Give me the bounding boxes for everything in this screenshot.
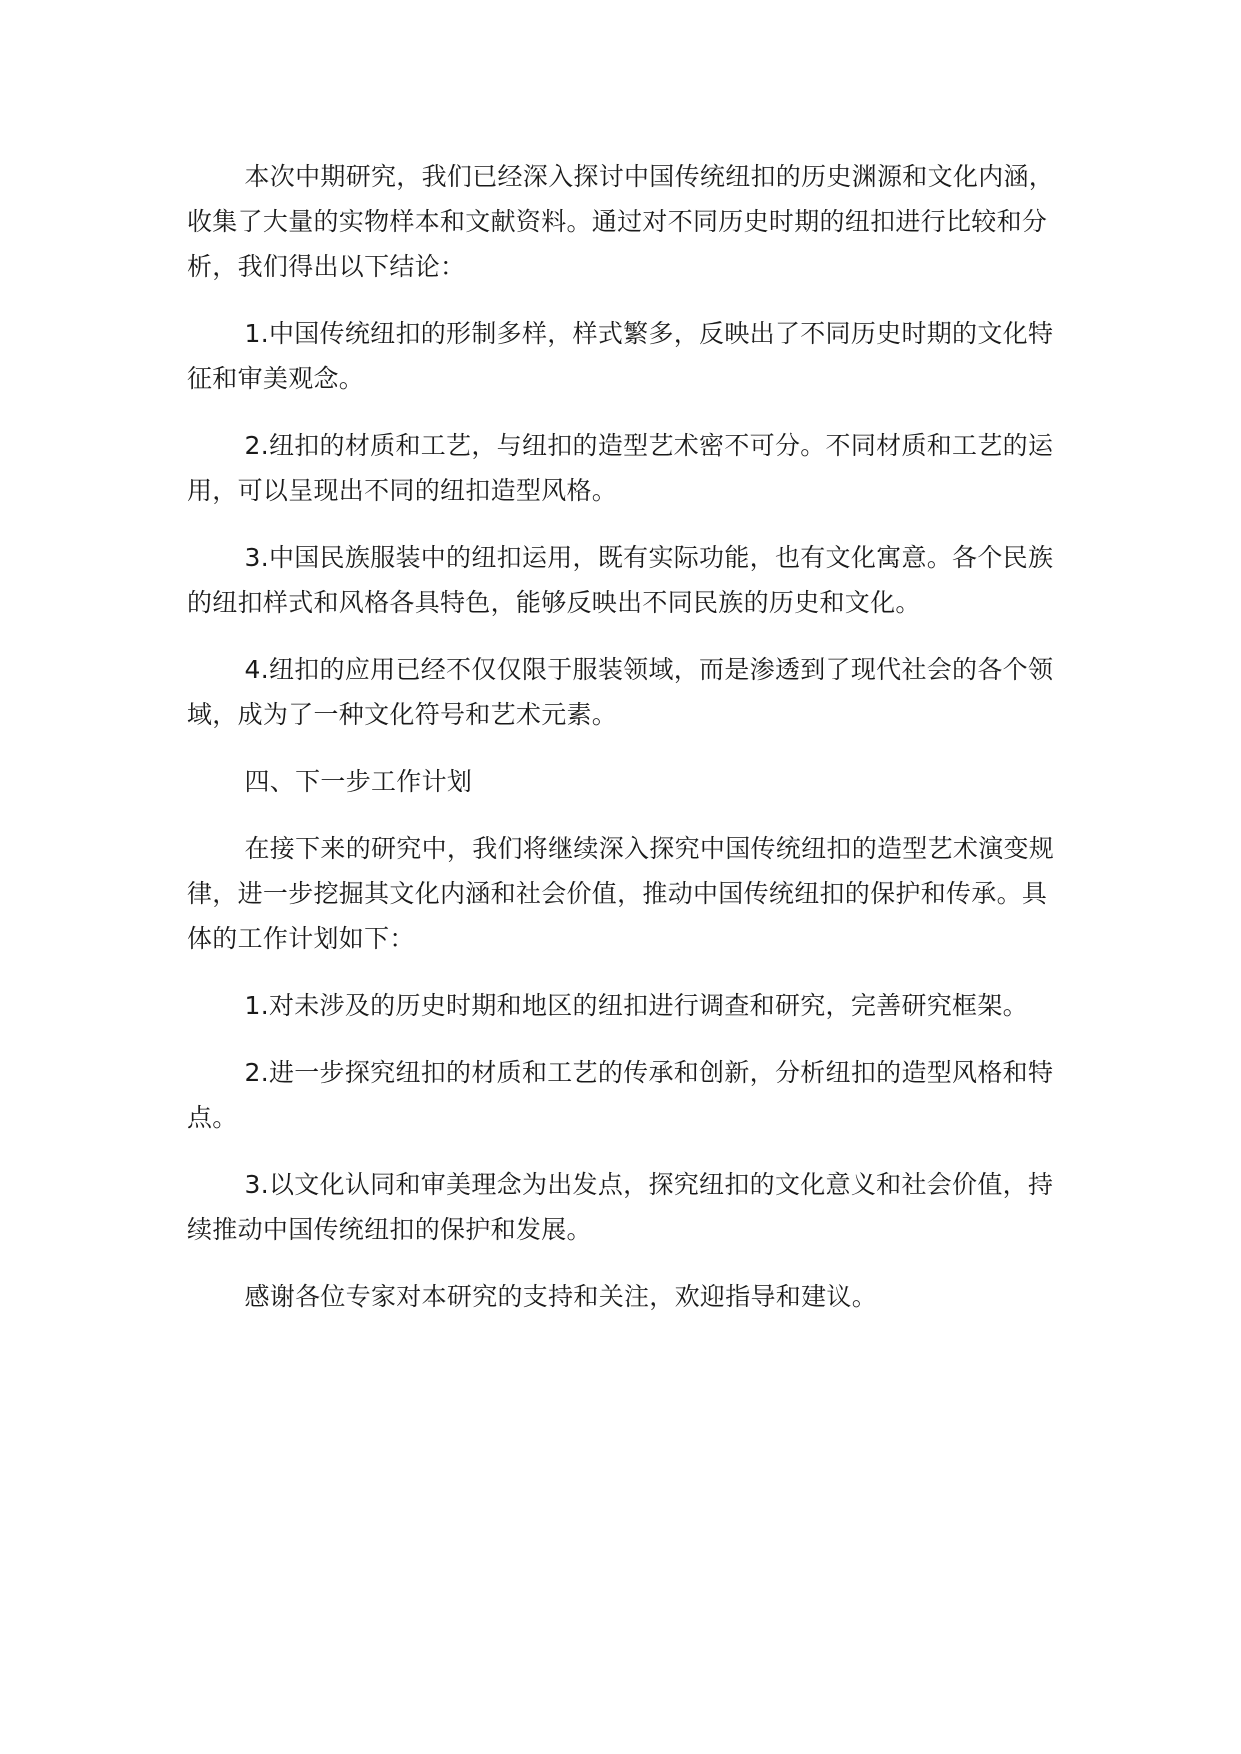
paragraph-conclusion-1: 1.中国传统纽扣的形制多样，样式繁多，反映出了不同历史时期的文化特征和审美观念。 [187, 319, 1054, 393]
paragraph-plan-intro: 在接下来的研究中，我们将继续深入探究中国传统纽扣的造型艺术演变规律，进一步挖掘其文化内涵和社会价值，推动中国传统纽扣的保护和传承。具体的工作计划如下： [187, 834, 1055, 953]
paragraph-conclusion-2: 2.纽扣的材质和工艺，与纽扣的造型艺术密不可分。不同材质和工艺的运用，可以呈现出不同的纽扣造型风格。 [187, 431, 1054, 505]
paragraph-plan-2: 2.进一步探究纽扣的材质和工艺的传承和创新，分析纽扣的造型风格和特点。 [187, 1058, 1054, 1132]
document-body [187, 154, 1070, 1341]
section-heading-next-steps: 四、下一步工作计划 [244, 767, 473, 796]
paragraph-conclusion-4: 4.纽扣的应用已经不仅仅限于服装领域，而是渗透到了现代社会的各个领域，成为了一种文化符号和艺术元素。 [187, 655, 1054, 729]
paragraph-thanks: 感谢各位专家对本研究的支持和关注，欢迎指导和建议。 [244, 1282, 878, 1311]
paragraph-intro: 本次中期研究，我们已经深入探讨中国传统纽扣的历史渊源和文化内涵，收集了大量的实物样本和文献资料。通过对不同历史时期的纽扣进行比较和分析，我们得出以下结论： [187, 162, 1055, 281]
paragraph-plan-1: 1.对未涉及的历史时期和地区的纽扣进行调查和研究，完善研究框架。 [244, 991, 1028, 1020]
paragraph-conclusion-3: 3.中国民族服装中的纽扣运用，既有实际功能，也有文化寓意。各个民族的纽扣样式和风格各具特色，能够反映出不同民族的历史和文化。 [187, 543, 1054, 617]
paragraph-plan-3: 3.以文化认同和审美理念为出发点，探究纽扣的文化意义和社会价值，持续推动中国传统纽扣的保护和发展。 [187, 1170, 1054, 1244]
